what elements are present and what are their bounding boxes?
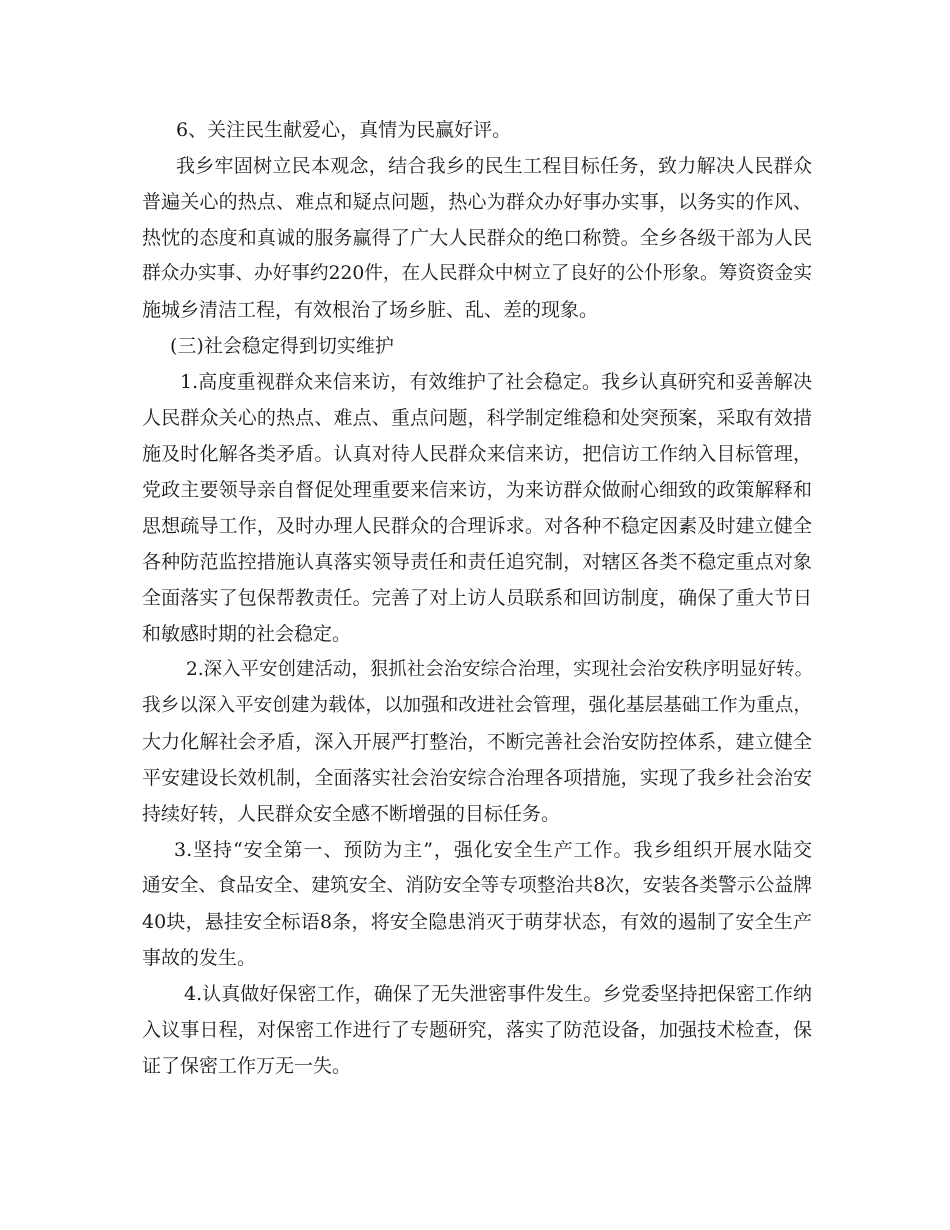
paragraph bbox=[142, 652, 812, 832]
text-line: 持续好转，人民群众安全感不断增强的目标任务。 bbox=[142, 803, 561, 825]
text-line: 4.认真做好保密工作，确保了无失泄密事件发生。乡党委坚持把保密工作纳 bbox=[184, 983, 812, 1005]
text-line: 证了保密工作万无一失。 bbox=[142, 1055, 352, 1077]
text-line: 3.坚持“安全第一、预防为主”，强化安全生产工作。我乡组织开展水陆交 bbox=[174, 839, 812, 861]
text-line: 1.高度重视群众来信来访，有效维护了社会稳定。我乡认真研究和妥善解决 bbox=[180, 371, 812, 393]
section-heading bbox=[142, 328, 812, 364]
paragraph bbox=[142, 148, 812, 328]
paragraph bbox=[142, 832, 812, 976]
text-line: 通安全、食品安全、建筑安全、消防安全等专项整治共8次，安装各类警示公益牌 bbox=[142, 875, 812, 896]
text-line: 入议事日程，对保密工作进行了专题研究，落实了防范设备，加强技术检查，保 bbox=[142, 1019, 812, 1041]
text-line: (三)社会稳定得到切实维护 bbox=[170, 335, 394, 357]
section-item-heading bbox=[142, 112, 812, 148]
text-line: 事故的发生。 bbox=[142, 947, 257, 969]
text-line: 40块，悬挂安全标语8条，将安全隐患消灭于萌芽状态，有效的遏制了安全生产 bbox=[142, 911, 812, 933]
text-line: 6、关注民生献爱心，真情为民赢好评。 bbox=[176, 119, 512, 141]
text-line: 大力化解社会矛盾，深入开展严打整治，不断完善社会治安防控体系，建立健全 bbox=[142, 731, 812, 753]
text-line: 党政主要领导亲自督促处理重要来信来访，为来访群众做耐心细致的政策解释和 bbox=[142, 479, 812, 501]
text-line: 热忱的态度和真诚的服务赢得了广大人民群众的绝口称赞。全乡各级干部为人民 bbox=[142, 227, 812, 249]
text-line: 各种防范监控措施认真落实领导责任和责任追究制，对辖区各类不稳定重点对象 bbox=[142, 551, 812, 573]
text-line: 施及时化解各类矛盾。认真对待人民群众来信来访，把信访工作纳入目标管理， bbox=[142, 443, 812, 465]
paragraph bbox=[142, 364, 812, 652]
text-line: 群众办实事、办好事约220件，在人民群众中树立了良好的公仆形象。筹资资金实 bbox=[142, 263, 812, 284]
text-line: 我乡以深入平安创建为载体，以加强和改进社会管理，强化基层基础工作为重点， bbox=[142, 695, 812, 716]
document-body bbox=[142, 112, 812, 1084]
text-line: 施城乡清洁工程，有效根治了场乡脏、乱、差的现象。 bbox=[142, 299, 599, 321]
text-line: 平安建设长效机制，全面落实社会治安综合治理各项措施，实现了我乡社会治安 bbox=[142, 767, 812, 789]
text-line: 我乡牢固树立民本观念，结合我乡的民生工程目标任务，致力解决人民群众 bbox=[176, 155, 812, 177]
text-line: 人民群众关心的热点、难点、重点问题，科学制定维稳和处突预案，采取有效措 bbox=[142, 407, 812, 429]
paragraph bbox=[142, 976, 812, 1084]
text-line: 思想疏导工作，及时办理人民群众的合理诉求。对各种不稳定因素及时建立健全 bbox=[142, 515, 812, 537]
text-line: 和敏感时期的社会稳定。 bbox=[142, 623, 352, 645]
text-line: 全面落实了包保帮教责任。完善了对上访人员联系和回访制度，确保了重大节日 bbox=[142, 587, 812, 609]
text-line: 普遍关心的热点、难点和疑点问题，热心为群众办好事办实事，以务实的作风、 bbox=[142, 191, 812, 213]
text-line: 2.深入平安创建活动，狠抓社会治安综合治理，实现社会治安秩序明显好转。 bbox=[186, 659, 814, 680]
